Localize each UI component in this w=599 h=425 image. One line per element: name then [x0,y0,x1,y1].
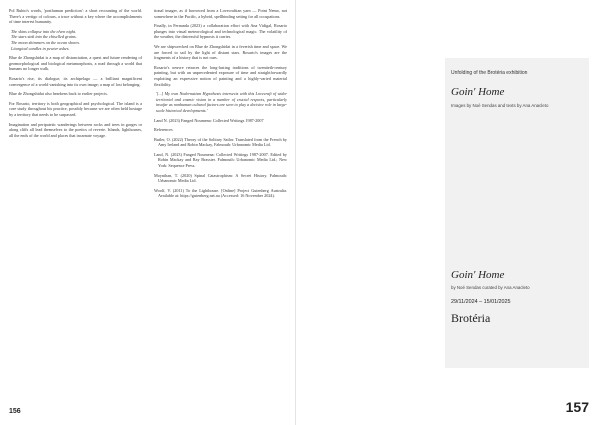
poem-line: The stars sink into the chiselled grains. [11,34,77,40]
page-number-right: 157 [565,399,589,415]
block-quote: '[...] My own Nodernatism Hypothesis intersects with this Lovecraft of wider territorial and cosmic vision in a number of crucial respects, particularly insofar as nonhuman cultural factors are seen to play a decisive role in large-scale historical developments.' [156,91,287,113]
exhibition-panel [445,58,589,368]
paragraph: Blue de Zhongshidai also hearkens back to earlier projects. [9,91,108,97]
paragraph: tional imager, as if borrowed from a Lovecraftian yarn — Point Nemo, not somewhere in the Pacific, a hybrid, spellbinding setting for all occupations. [154,8,287,19]
reference-entry: Moynihan, T. (2020) Spinal Catastrophism: A Secret History. Falmouth: Urbanomic Media Ltd. [154,172,287,184]
paragraph: We are shipwrecked on Blue de Zhongshidai in a feverish time and space. We are forced to sail by the light of distant stars. Rosario's images are the fragments of a history that is not ours. [154,43,287,61]
poem [9,29,142,51]
exhibition-title: Goin' Home [451,86,505,98]
left-page [0,0,296,425]
paragraph: Rosario's oeuvre retraces the long-lasting traditions of twentieth-century painting, but with an unprecedented exposure of time and straightforwardly exploiting an expressive notion of painting and a highly-varied material flexibility. [154,64,287,87]
exhibition-curator-credits: by Noé Sendas curated by Ana Anacleto [451,285,530,290]
paragraph: Pol Rubio's words, 'posthuman prediction': a short recounting of the world. There's a vertigo of colours, a trace without a key where the accomplishments of time interest humanity. [9,8,142,25]
text-column-2 [154,8,287,203]
paragraph: Rosario's rise, its dialogue, its archipelago — a brilliant magnificent convergence of a world vanishing into its own image; a map of lost belonging. [9,75,142,87]
exhibition-venue: Brotéria [451,311,491,325]
paragraph: Imagination and peripatetic wanderings between rocks and trees in gorges or along cliffs all lead themselves to the poetics of reverie. Islands, lighthouses, all the ends of the world and places that incarnate voyage. [9,121,142,138]
page-number-left: 156 [9,408,21,415]
exhibition-dates: 29/11/2024 – 15/01/2025 [451,299,511,305]
right-page [297,0,599,425]
reference-entry: Butler, O. (2022) Theory of the Solitary Sailor. Translated from the French by Amy Ireland and Robin Mackay, Falmouth: Urbanomic Media Ltd. [154,136,287,148]
references-heading: References [154,127,173,133]
paragraph: For Rosario, territory is both geographical and psychological. The island is a core study throughout his practice, possibly because we are often held hostage by a territory that needs to be surpassed. [9,100,142,117]
exhibition-credits: Images by Noé Sendas and texts by Ana Anacleto [451,103,549,108]
poem-line: The skins collapse into the elven night. [11,28,77,34]
paragraph: Finally, in Fernanda (2023) a collaboration effort with Ana Vidigal, Rosario plunges into visual meteorological and technological magic. The volatility of the weather, the distressful hypnosis it carries. [154,23,287,40]
panel-intro: Unfolding of the Brotéria exhibition [451,70,528,76]
paragraph: Blue de Zhongshidai is a map of distanciation, a quest and future rendering of geomorphological and biological metamorphosis, a road through a world that humans no longer walk. [9,55,142,72]
text-column-1 [9,8,142,142]
exhibition-title-secondary: Goin' Home [451,269,505,281]
reference-entry: Woolf, V. (2011) To the Lighthouse. [Online] Project Gutenberg Australia. Available at: https://gutenberg.net.au (Accessed: 16 November 2024). [154,187,287,199]
poem-line: Liturgical candles in pewter ashes. [11,45,70,51]
poem-line: The moon shimmers on the ocean shores. [11,39,81,45]
reference-entry: Land, N. (2023) Fanged Noumena: Collected Writings 1987-2007. Edited by Robin Mackay and Ray Brassier. Falmouth: Urbanomic Media Ltd.; New York: Sequence Press. [154,151,287,169]
quote-source: Land N. (2023) Fanged Noumena: Collected Writings 1987-2007 [154,117,264,123]
